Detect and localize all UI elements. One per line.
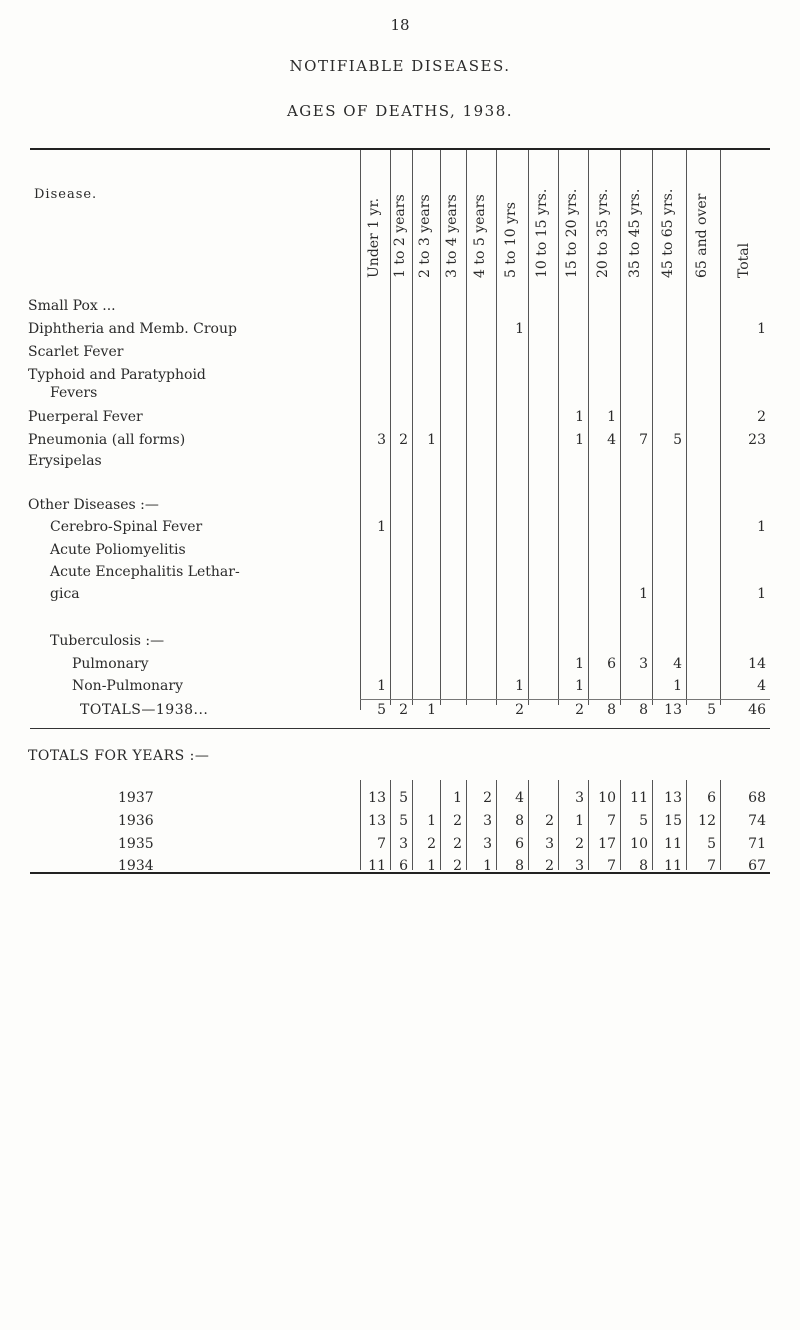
year-cell: 1 bbox=[427, 813, 436, 829]
column-divider bbox=[390, 150, 391, 705]
disease-label: Other Diseases :— bbox=[28, 497, 159, 513]
top-rule bbox=[30, 148, 770, 150]
table-cell: 1 bbox=[515, 678, 524, 694]
year-cell: 2 bbox=[545, 858, 554, 874]
year-cell: 8 bbox=[515, 813, 524, 829]
year-cell: 5 bbox=[399, 790, 408, 806]
disease-label: Erysipelas bbox=[28, 453, 102, 469]
table-cell: 5 bbox=[377, 702, 386, 718]
disease-label: Pulmonary bbox=[72, 656, 149, 672]
table-cell: 4 bbox=[757, 678, 766, 694]
year-cell: 5 bbox=[639, 813, 648, 829]
table-cell: 1 bbox=[377, 519, 386, 535]
year-cell: 6 bbox=[707, 790, 716, 806]
column-header: 15 to 20 yrs. bbox=[564, 188, 580, 278]
year-cell: 2 bbox=[545, 813, 554, 829]
column-header: 65 and over bbox=[694, 193, 710, 278]
table-cell: 13 bbox=[664, 702, 682, 718]
table-cell: 6 bbox=[607, 656, 616, 672]
table-cell: 1 bbox=[575, 656, 584, 672]
year-cell: 3 bbox=[399, 836, 408, 852]
disease-label: Fevers bbox=[50, 385, 98, 401]
year-cell: 3 bbox=[575, 858, 584, 874]
year-cell: 12 bbox=[698, 813, 716, 829]
year-cell: 11 bbox=[630, 790, 648, 806]
year-cell: 2 bbox=[575, 836, 584, 852]
table-cell: 2 bbox=[515, 702, 524, 718]
column-header: 3 to 4 years bbox=[444, 194, 460, 278]
year-cell: 2 bbox=[453, 813, 462, 829]
table-cell: 7 bbox=[639, 432, 648, 448]
table-cell: 46 bbox=[748, 702, 766, 718]
column-header: 1 to 2 years bbox=[392, 194, 408, 278]
column-header: 35 to 45 yrs. bbox=[627, 188, 643, 278]
table-bottom-rule bbox=[30, 728, 770, 729]
column-divider bbox=[720, 150, 721, 705]
year-cell: 7 bbox=[377, 836, 386, 852]
years-header: TOTALS FOR YEARS :— bbox=[28, 748, 210, 764]
year-cell: 13 bbox=[368, 813, 386, 829]
column-header: 4 to 5 years bbox=[472, 194, 488, 278]
year-cell: 2 bbox=[427, 836, 436, 852]
year-cell: 2 bbox=[453, 836, 462, 852]
year-cell: 10 bbox=[630, 836, 648, 852]
table-cell: 8 bbox=[639, 702, 648, 718]
totals-label: TOTALS—1938... bbox=[80, 702, 209, 718]
year-label: 1935 bbox=[118, 836, 154, 852]
column-header: 10 to 15 yrs. bbox=[534, 188, 550, 278]
year-column-divider bbox=[720, 780, 721, 870]
year-label: 1937 bbox=[118, 790, 154, 806]
year-cell: 6 bbox=[515, 836, 524, 852]
year-column-divider bbox=[686, 780, 687, 870]
column-divider bbox=[686, 150, 687, 705]
year-label: 1934 bbox=[118, 858, 154, 874]
table-cell: 5 bbox=[707, 702, 716, 718]
table-cell: 4 bbox=[673, 656, 682, 672]
year-column-divider bbox=[652, 780, 653, 870]
year-cell: 74 bbox=[748, 813, 766, 829]
column-header: 45 to 65 yrs. bbox=[660, 188, 676, 278]
year-cell: 1 bbox=[483, 858, 492, 874]
year-cell: 11 bbox=[368, 858, 386, 874]
table-cell: 1 bbox=[575, 409, 584, 425]
year-cell: 2 bbox=[483, 790, 492, 806]
table-cell: 1 bbox=[757, 586, 766, 602]
disease-label: Non-Pulmonary bbox=[72, 678, 184, 694]
year-cell: 5 bbox=[707, 836, 716, 852]
table-cell: 1 bbox=[515, 321, 524, 337]
table-cell: 8 bbox=[607, 702, 616, 718]
year-cell: 71 bbox=[748, 836, 766, 852]
column-header: 2 to 3 years bbox=[417, 194, 433, 278]
table-cell: 1 bbox=[757, 519, 766, 535]
year-cell: 8 bbox=[639, 858, 648, 874]
table-cell: 1 bbox=[607, 409, 616, 425]
disease-label: Tuberculosis :— bbox=[50, 633, 165, 649]
page-number: 18 bbox=[390, 16, 410, 34]
column-divider bbox=[588, 150, 589, 705]
column-divider bbox=[558, 150, 559, 705]
year-cell: 11 bbox=[664, 836, 682, 852]
table-cell: 1 bbox=[757, 321, 766, 337]
year-cell: 3 bbox=[575, 790, 584, 806]
table-cell: 2 bbox=[757, 409, 766, 425]
year-cell: 3 bbox=[483, 813, 492, 829]
disease-label: Small Pox ... bbox=[28, 298, 116, 314]
disease-label: Acute Encephalitis Lethar- bbox=[50, 564, 240, 580]
column-divider bbox=[412, 150, 413, 705]
year-cell: 3 bbox=[545, 836, 554, 852]
column-header: Total bbox=[736, 242, 752, 278]
year-cell: 67 bbox=[748, 858, 766, 874]
column-header: 5 to 10 yrs bbox=[503, 202, 519, 278]
year-cell: 4 bbox=[515, 790, 524, 806]
table-cell: 1 bbox=[377, 678, 386, 694]
column-divider bbox=[466, 150, 467, 705]
column-divider bbox=[440, 150, 441, 705]
disease-label: Typhoid and Paratyphoid bbox=[28, 367, 206, 383]
year-cell: 13 bbox=[368, 790, 386, 806]
table-cell: 23 bbox=[748, 432, 766, 448]
year-cell: 1 bbox=[427, 858, 436, 874]
year-label: 1936 bbox=[118, 813, 154, 829]
year-cell: 5 bbox=[399, 813, 408, 829]
disease-label: Puerperal Fever bbox=[28, 409, 143, 425]
table-cell: 3 bbox=[639, 656, 648, 672]
page-subtitle: AGES OF DEATHS, 1938. bbox=[286, 102, 514, 120]
disease-label: Acute Poliomyelitis bbox=[50, 542, 186, 558]
table-cell: 2 bbox=[575, 702, 584, 718]
column-divider bbox=[620, 150, 621, 705]
year-cell: 11 bbox=[664, 858, 682, 874]
column-divider bbox=[652, 150, 653, 705]
table-cell: 4 bbox=[607, 432, 616, 448]
column-divider bbox=[360, 150, 361, 710]
table-cell: 1 bbox=[575, 678, 584, 694]
year-cell: 8 bbox=[515, 858, 524, 874]
year-cell: 7 bbox=[707, 858, 716, 874]
disease-label: Cerebro-Spinal Fever bbox=[50, 519, 203, 535]
year-cell: 6 bbox=[399, 858, 408, 874]
year-cell: 10 bbox=[598, 790, 616, 806]
table-cell: 3 bbox=[377, 432, 386, 448]
column-divider bbox=[528, 150, 529, 705]
year-cell: 7 bbox=[607, 858, 616, 874]
table-cell: 2 bbox=[399, 432, 408, 448]
table-cell: 1 bbox=[427, 702, 436, 718]
table-cell: 5 bbox=[673, 432, 682, 448]
disease-column-header: Disease. bbox=[34, 187, 98, 202]
disease-label: Scarlet Fever bbox=[28, 344, 124, 360]
table-cell: 1 bbox=[673, 678, 682, 694]
year-cell: 68 bbox=[748, 790, 766, 806]
year-cell: 7 bbox=[607, 813, 616, 829]
year-cell: 17 bbox=[598, 836, 616, 852]
page-title: NOTIFIABLE DISEASES. bbox=[289, 57, 511, 75]
disease-label: gica bbox=[50, 586, 80, 602]
table-cell: 14 bbox=[748, 656, 766, 672]
totals-rule bbox=[360, 699, 770, 700]
table-cell: 2 bbox=[399, 702, 408, 718]
disease-label: Diphtheria and Memb. Croup bbox=[28, 321, 237, 337]
column-divider bbox=[496, 150, 497, 705]
year-cell: 2 bbox=[453, 858, 462, 874]
column-header: Under 1 yr. bbox=[366, 197, 382, 278]
table-cell: 1 bbox=[639, 586, 648, 602]
year-cell: 13 bbox=[664, 790, 682, 806]
disease-label: Pneumonia (all forms) bbox=[28, 432, 186, 448]
year-cell: 15 bbox=[664, 813, 682, 829]
year-cell: 3 bbox=[483, 836, 492, 852]
table-cell: 1 bbox=[427, 432, 436, 448]
table-cell: 1 bbox=[575, 432, 584, 448]
column-header: 20 to 35 yrs. bbox=[595, 188, 611, 278]
year-cell: 1 bbox=[575, 813, 584, 829]
year-cell: 1 bbox=[453, 790, 462, 806]
